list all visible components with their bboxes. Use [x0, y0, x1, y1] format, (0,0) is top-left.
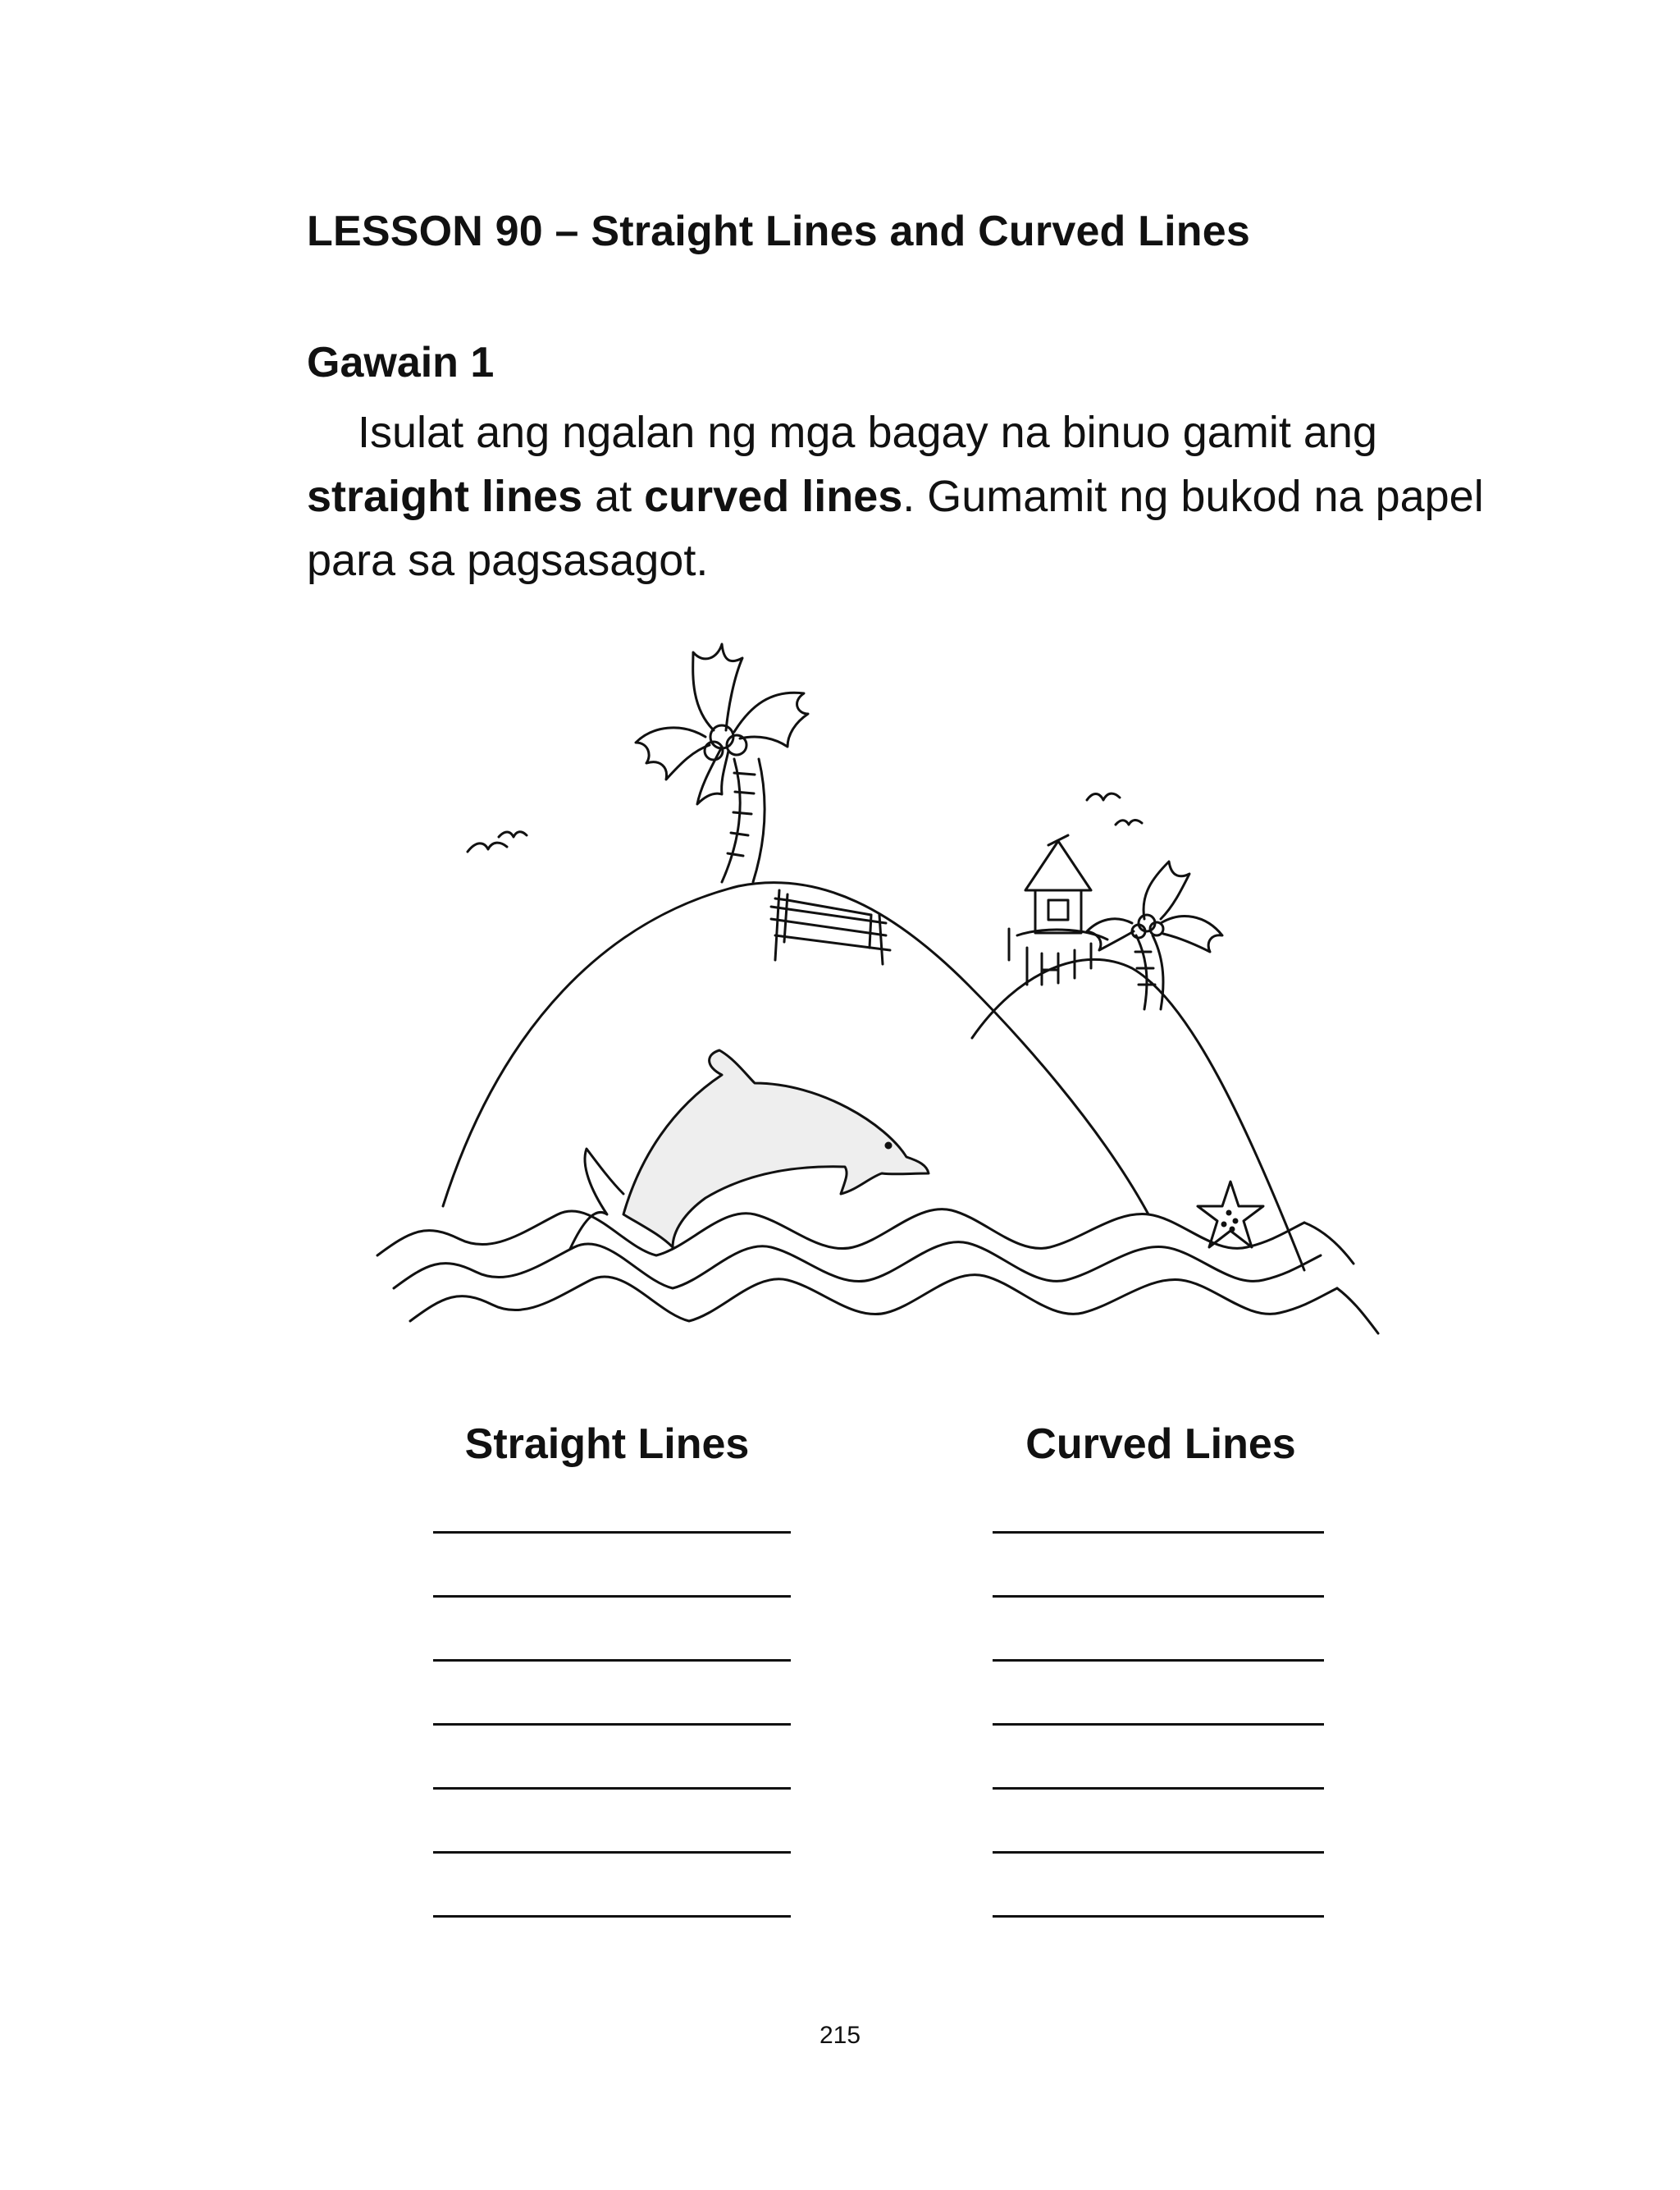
straight-lines-column-title: Straight Lines [464, 1420, 750, 1468]
straight-lines-answer-blank[interactable] [433, 1531, 791, 1534]
curved-lines-answer-blank[interactable] [993, 1531, 1324, 1534]
curved-lines-answer-blank[interactable] [993, 1659, 1324, 1662]
island-illustration [361, 599, 1395, 1370]
instructions-bold-curved: curved lines [644, 472, 903, 521]
hut-icon [1009, 835, 1107, 985]
page-number: 215 [819, 2022, 861, 2049]
birds-icon [468, 793, 1142, 852]
straight-lines-answer-blank[interactable] [433, 1915, 791, 1918]
curved-lines-answer-blank[interactable] [993, 1595, 1324, 1598]
instructions-text-3: . Gumamit ng bukod na papel para sa pagsasagot. [307, 472, 1484, 585]
straight-lines-answer-blank[interactable] [433, 1851, 791, 1854]
palm-tree-icon [636, 644, 808, 882]
starfish-icon [1198, 1182, 1263, 1247]
activity-title: Gawain 1 [307, 339, 495, 386]
instructions-bold-straight: straight lines [307, 472, 583, 521]
straight-lines-answer-blank[interactable] [433, 1723, 791, 1726]
bench-icon [771, 890, 890, 964]
lesson-title: LESSON 90 – Straight Lines and Curved Lines [307, 208, 1250, 255]
waves [377, 1209, 1378, 1333]
small-hill [972, 959, 1304, 1270]
curved-lines-answer-blank[interactable] [993, 1851, 1324, 1854]
straight-lines-answer-blank[interactable] [433, 1595, 791, 1598]
straight-lines-answer-blank[interactable] [433, 1787, 791, 1790]
straight-lines-answer-blank[interactable] [433, 1659, 791, 1662]
curved-lines-answer-blank[interactable] [993, 1723, 1324, 1726]
curved-lines-answer-blank[interactable] [993, 1787, 1324, 1790]
curved-lines-column-title: Curved Lines [1025, 1420, 1296, 1468]
splash [570, 1149, 623, 1249]
curved-lines-answer-blank[interactable] [993, 1915, 1324, 1918]
dolphin-icon [623, 1050, 929, 1247]
instructions [307, 400, 1488, 592]
instructions-text-1: Isulat ang ngalan ng mga bagay na binuo gamit ang [358, 408, 1377, 457]
instructions-text-2: at [582, 472, 645, 521]
